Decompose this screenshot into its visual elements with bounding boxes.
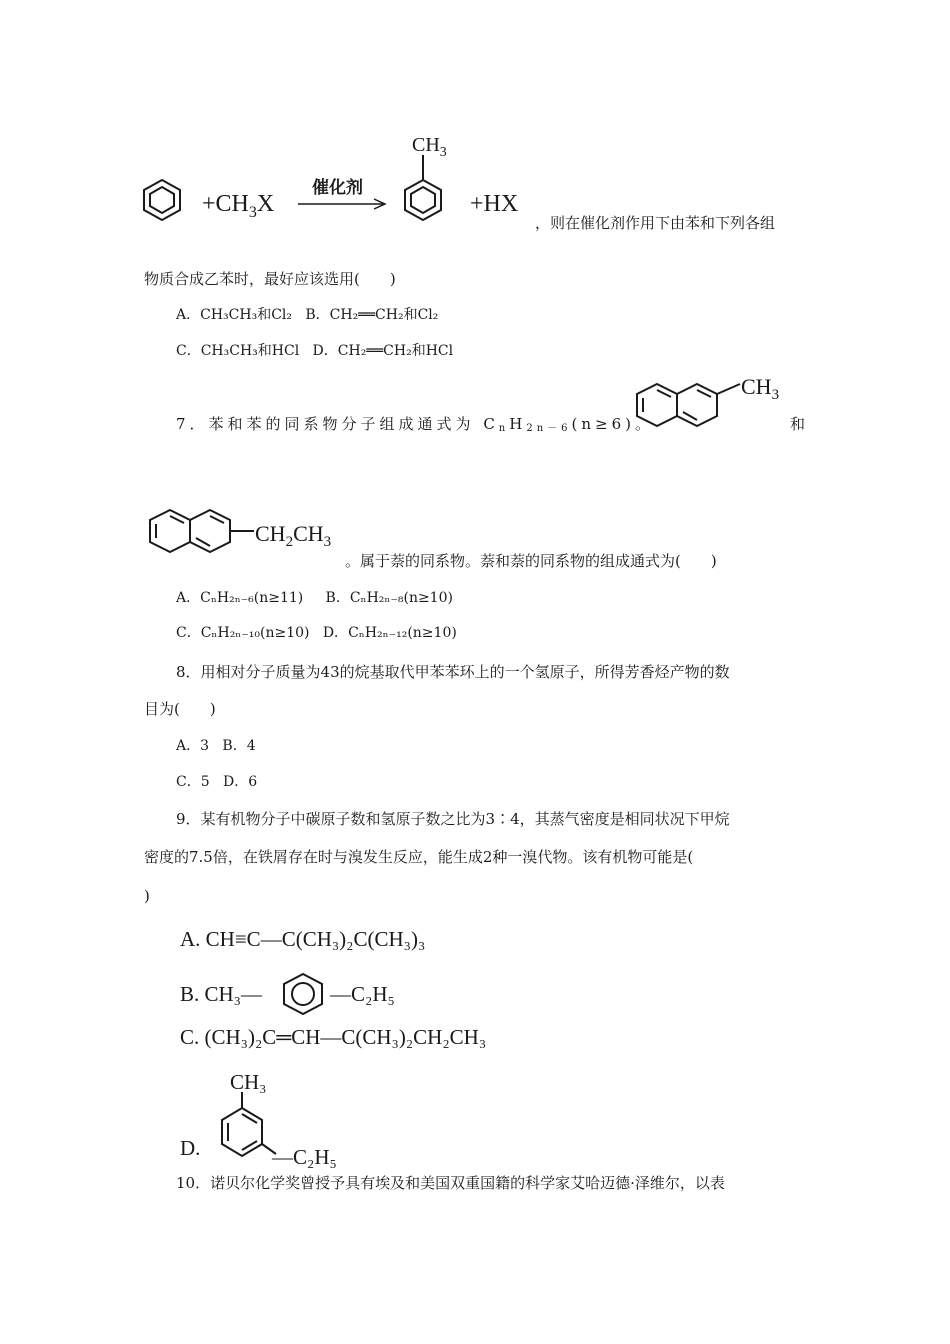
q8-options-row2 bbox=[176, 771, 257, 791]
q7-stem-b: 。属于萘的同系物。萘和萘的同系物的组成通式为( ) bbox=[345, 552, 717, 570]
q7-option-b: B．CₙH₂ₙ₋₈(n≥10) bbox=[325, 590, 453, 606]
q8-option-d: D．6 bbox=[223, 774, 258, 790]
q6-text-tail: ，则在催化剂作用下由苯和下列各组 bbox=[535, 214, 776, 232]
q8-option-b: B．4 bbox=[222, 738, 256, 754]
q7-option-c: C．CₙH₂ₙ₋₁₀(n≥10) bbox=[176, 625, 310, 641]
q7-options-row1 bbox=[176, 587, 453, 607]
q7-option-d: D．CₙH₂ₙ₋₁₂(n≥10) bbox=[322, 625, 457, 641]
q6-option-a: A．CH₃CH₃和Cl₂ bbox=[176, 307, 292, 323]
toluene-ring bbox=[405, 155, 441, 220]
q8-option-c: C．5 bbox=[176, 774, 210, 790]
q7-ethylnaphthalene-structure bbox=[148, 498, 348, 568]
q6-option-d: D．CH₂══CH₂和HCl bbox=[312, 343, 454, 359]
q8-option-a: A．3 bbox=[176, 738, 210, 754]
q8-options-row1 bbox=[176, 735, 256, 755]
q6-text-line2: 物质合成乙苯时，最好应该选用( ) bbox=[144, 270, 396, 288]
benzene-ring bbox=[144, 180, 180, 220]
toluene-methyl-label: $CH_3$ bbox=[412, 134, 447, 160]
reaction-arrow bbox=[298, 199, 385, 209]
q6-option-c: C．CH₃CH₃和HCl bbox=[176, 343, 300, 359]
q8-line2: 目为( ) bbox=[144, 700, 216, 718]
q6-catalyst-label: 催化剂 bbox=[312, 178, 363, 197]
q6-byproduct: +HX bbox=[470, 191, 519, 217]
q9-option-a: A. CH≡C—C(CH₃)₂C(CH₃)₃ bbox=[180, 927, 426, 951]
svg-text:CH3: $CH_3$ bbox=[741, 374, 780, 403]
q9-option-d: D. CH₃ —C₂H₅ bbox=[180, 1070, 337, 1169]
q9-option-b: B. CH₃— —C₂H₅ bbox=[180, 972, 440, 1016]
q7-methylnaphthalene-structure bbox=[635, 372, 805, 442]
q7-options-row2 bbox=[176, 622, 457, 642]
q10-line1: 10．诺贝尔化学奖曾授予具有埃及和美国双重国籍的科学家艾哈迈德·泽维尔，以表 bbox=[176, 1174, 725, 1192]
q9-option-c: C. (CH₃)₂C═CH—C(CH₃)₂CH₂CH₃ bbox=[180, 1025, 487, 1049]
q7-and: 和 bbox=[790, 415, 806, 433]
q6-options-row1 bbox=[176, 304, 438, 324]
q7-option-a: A．CₙH₂ₙ₋₆(n≥11) bbox=[176, 590, 304, 606]
q6-options-row2 bbox=[176, 340, 453, 360]
q9-line1: 9．某有机物分子中碳原子数和氢原子数之比为3∶4，其蒸气密度是相同状况下甲烷 bbox=[176, 810, 730, 828]
q6-reagent: $+CH_3X$ bbox=[202, 191, 275, 221]
q9-line2: 密度的7.5倍，在铁屑存在时与溴发生反应，能生成2种一溴代物。该有机物可能是( bbox=[144, 848, 694, 866]
q6-option-b: B．CH₂══CH₂和Cl₂ bbox=[305, 307, 439, 323]
svg-text:CH2CH3: $CH_2CH_3$ bbox=[255, 521, 332, 550]
q7-stem-a: 7．苯和苯的同系物分子组成通式为 $C_nH_{2n-6}(n\ge 6)$。 bbox=[176, 415, 654, 434]
q8-line1: 8．用相对分子质量为43的烷基取代甲苯苯环上的一个氢原子，所得芳香烃产物的数 bbox=[176, 663, 730, 681]
q9-line3: ) bbox=[144, 887, 150, 905]
q6-reaction-equation bbox=[140, 125, 540, 245]
